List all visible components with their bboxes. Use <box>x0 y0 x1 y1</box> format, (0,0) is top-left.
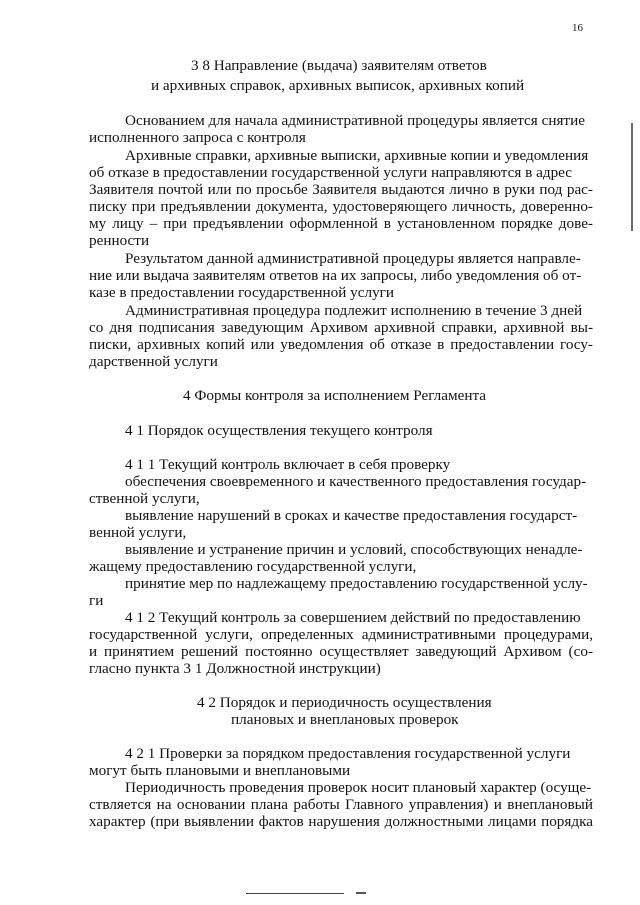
page-number: 16 <box>572 22 583 34</box>
paragraph-line: Результатом данной административной процедуры является направле- <box>125 250 581 267</box>
paragraph-line: ствляется на основании плана работы Главного управления) и внеплановый <box>89 796 593 813</box>
paragraph-line: дарственной услуги <box>89 353 218 370</box>
subsection-heading: плановых и внеплановых проверок <box>231 711 459 728</box>
paragraph-line: выявление нарушений в сроках и качестве предоставления государст- <box>125 507 578 524</box>
paragraph-line: ние или выдача заявителям ответов на их запросы, либо уведомления об от- <box>89 267 582 284</box>
paragraph-line: Периодичность проведения проверок носит плановый характер (осуще- <box>125 779 592 796</box>
paragraph-line: выявление и устранение причин и условий, способствующих ненадле- <box>125 541 583 558</box>
subsection-heading: 4 2 Порядок и периодичность осуществления <box>197 694 492 711</box>
section-heading: и архивных справок, архивных выписок, архивных копий <box>151 77 525 94</box>
paragraph-line: 4 1 1 Текущий контроль включает в себя проверку <box>125 456 451 473</box>
paragraph-line: Основанием для начала административной процедуры является снятие <box>125 112 585 129</box>
paragraph-line: 4 1 2 Текущий контроль за совершением действий по предоставлению <box>125 609 581 626</box>
paragraph-line: могут быть плановыми и внеплановыми <box>89 762 351 779</box>
paragraph-line: ги <box>89 592 104 609</box>
paragraph-line: государственной услуги, определенных административными процедурами, <box>89 626 593 643</box>
paragraph-line: венной услуги, <box>89 524 187 541</box>
footer-mark <box>356 892 366 894</box>
paragraph-line: исполненного запроса с контроля <box>89 129 306 146</box>
paragraph-line: обеспечения своевременного и качественного предоставления государ- <box>125 473 587 490</box>
paragraph-line: жащему предоставлению государственной услуги, <box>89 558 417 575</box>
paragraph-line: Административная процедура подлежит исполнению в течение 3 дней <box>125 302 583 319</box>
footer-divider <box>246 893 344 894</box>
paragraph-line: гласно пункта 3 1 Должностной инструкции) <box>89 660 381 677</box>
paragraph-line: принятие мер по надлежащему предоставлению государственной услу- <box>125 575 588 592</box>
paragraph-line: писки, архивных копий или уведомления об отказе в предоставлении госу- <box>89 336 593 353</box>
paragraph-line: Заявителя почтой или по просьбе Заявителя выдаются лично в руки под рас- <box>89 181 593 198</box>
paragraph-line: об отказе в предоставлении государственной услуги направляются в адрес <box>89 164 573 181</box>
paragraph-line: Архивные справки, архивные выписки, архивные копии и уведомления <box>125 147 589 164</box>
paragraph-line: ренности <box>89 232 150 249</box>
paragraph-line: характер (при выявлении фактов нарушения должностными лицами порядка <box>89 813 593 830</box>
paragraph-line: ственной услуги, <box>89 490 200 507</box>
section-heading: 3 8 Направление (выдача) заявителям ответов <box>191 57 487 74</box>
paragraph-line: писку при предъявлении документа, удостоверяющего личность, доверенно- <box>89 198 593 215</box>
subsection-heading: 4 1 Порядок осуществления текущего контроля <box>125 422 433 439</box>
scan-edge-mark <box>631 123 633 231</box>
paragraph-line: и принятием решений постоянно осуществляет заведующий Архивом (со- <box>89 643 593 660</box>
section-heading: 4 Формы контроля за исполнением Регламента <box>183 387 487 404</box>
paragraph-line: му лицу – при предъявлении оформленной в установленном порядке дове- <box>89 215 593 232</box>
paragraph-line: со дня подписания заведующим Архивом архивной справки, архивной вы- <box>89 319 593 336</box>
paragraph-line: 4 2 1 Проверки за порядком предоставления государственной услуги <box>125 745 571 762</box>
paragraph-line: казе в предоставлении государственной услуги <box>89 284 395 301</box>
